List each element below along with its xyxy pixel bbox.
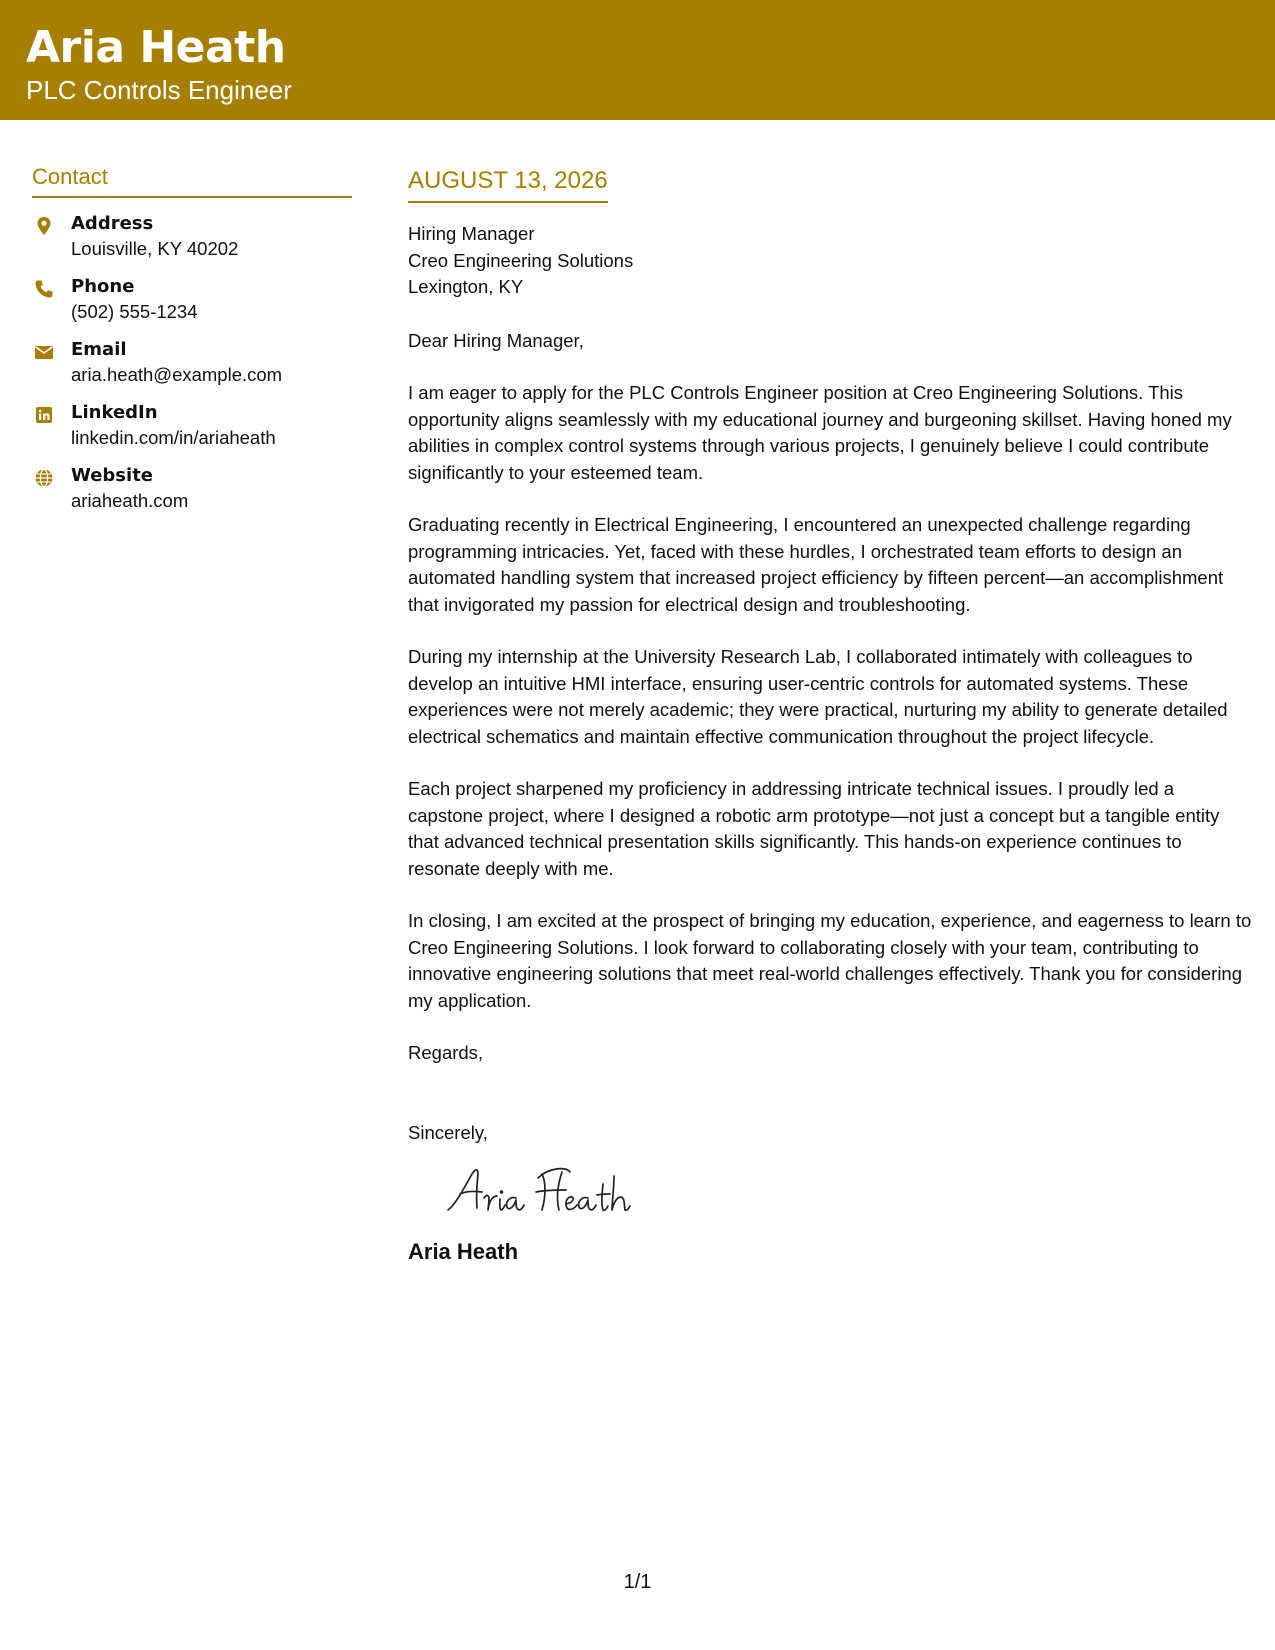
page-number: 1/1 xyxy=(623,1571,652,1593)
envelope-icon xyxy=(34,342,54,362)
contact-item-address xyxy=(32,210,352,273)
phone-value: (502) 555-1234 xyxy=(71,301,198,322)
recipient-title: Hiring Manager xyxy=(408,223,535,244)
handwritten-signature xyxy=(442,1160,662,1220)
phone-icon xyxy=(34,279,54,299)
linkedin-value[interactable]: linkedin.com/in/ariaheath xyxy=(71,427,276,448)
email-value[interactable]: aria.heath@example.com xyxy=(71,364,283,385)
contact-item-email xyxy=(32,336,352,399)
paragraph: Graduating recently in Electrical Engineering, I encountered an unexpected challenge regarding programming intricacies. Yet, faced with these hurdles, I orchestrated team efforts to design an automated handling system that increased project efficiency by fifteen percent—an accomplishment that invigorated my passion for electrical design and troubleshooting. xyxy=(408,514,1224,615)
signoff: Sincerely, xyxy=(408,1121,488,1143)
recipient-company: Creo Engineering Solutions xyxy=(408,249,634,271)
candidate-role: PLC Controls Engineer xyxy=(26,75,292,105)
closing: Regards, xyxy=(408,1042,484,1063)
address-value: Louisville, KY 40202 xyxy=(71,238,239,259)
paragraph: During my internship at the University Research Lab, I collaborated intimately with colleagues to develop an intuitive HMI interface, ensuring user-centric controls for automated systems. These experiences were not merely academic; they were practical, nurturing my ability to generate detailed electrical schematics and maintain effective communication throughout the project lifecycle. xyxy=(408,646,1228,747)
contact-item-phone xyxy=(32,273,352,336)
globe-icon xyxy=(34,468,54,488)
letter-date: AUGUST 13, 2026 xyxy=(408,165,608,203)
contact-sidebar xyxy=(32,162,352,525)
map-pin-icon xyxy=(34,216,54,236)
contact-label: Address xyxy=(71,213,154,234)
contact-section-title: Contact xyxy=(32,162,352,198)
signer-name: Aria Heath xyxy=(408,1239,519,1264)
linkedin-icon xyxy=(34,405,54,425)
candidate-name: Aria Heath xyxy=(26,22,286,73)
contact-label: Email xyxy=(71,339,127,360)
salutation: Dear Hiring Manager, xyxy=(408,329,584,351)
header-banner xyxy=(0,0,1275,120)
contact-label: Website xyxy=(71,465,154,486)
contact-item-linkedin xyxy=(32,399,352,462)
paragraph: In closing, I am excited at the prospect of bringing my education, experience, and eagerness to learn to Creo Engineering Solutions. I look forward to collaborating closely with your team, contributing to innovative engineering solutions that meet real-world challenges effectively. Thank you for considering my application. xyxy=(408,910,1252,1011)
recipient-block xyxy=(408,221,1253,301)
contact-label: Phone xyxy=(71,276,135,297)
website-value[interactable]: ariaheath.com xyxy=(71,490,189,511)
letter-body xyxy=(408,165,1253,1266)
paragraph: Each project sharpened my proficiency in addressing intricate technical issues. I proudly led a capstone project, where I designed a robotic arm prototype—not just a concept but a tangible entity that advanced technical presentation skills significantly. This hands-on experience continues to resonate deeply with me. xyxy=(408,778,1220,879)
contact-label: LinkedIn xyxy=(71,402,158,423)
contact-list xyxy=(32,210,352,525)
paragraph: I am eager to apply for the PLC Controls Engineer position at Creo Engineering Solutions. This opportunity aligns seamlessly with my educational journey and burgeoning skillset. Having honed my abilities in complex control systems through various projects, I genuinely believe I could contribute significantly to your esteemed team. xyxy=(408,382,1232,483)
contact-item-website xyxy=(32,462,352,525)
recipient-location: Lexington, KY xyxy=(408,276,524,297)
